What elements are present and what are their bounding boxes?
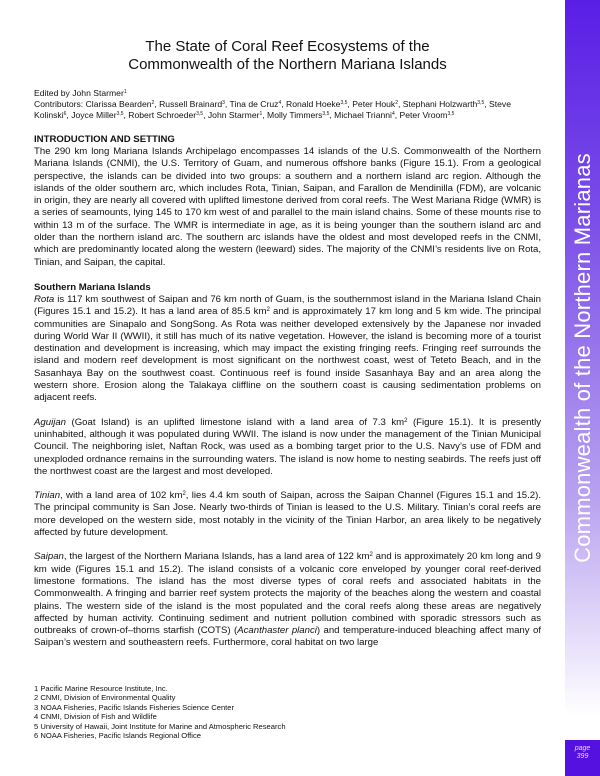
contributor-name: Russell Brainard	[159, 99, 223, 109]
contributor	[400, 110, 455, 120]
contributor-name: Ronald Hoeke	[286, 99, 341, 109]
tinian-text-b: , lies 4.4 km south of Saipan, across the Saipan Channel (Figures 15.1 and 15.2). The principal community is San Jose. Nearly two-thirds of Tinian is leased to the U.S. Military. Tinian’s coral reefs are more developed on the western side, most notably in the vicinity of the Tinian Harbor, an area likely to be negatively affected by future development.	[34, 490, 541, 539]
contributor	[230, 99, 282, 109]
contributor-name: Peter Houk	[352, 99, 396, 109]
contributor	[403, 99, 484, 109]
saipan-text-b: and is approximately 20 km long and 9 km wide (Figures 15.1 and 15.2). The island consists of a volcanic core enveloped by younger coral reef-derived limestone formations. The island has the most diverse types of coral reefs and associated habitats in the Commonwealth. A fringing and barrier reef system protects the majority of the beaches along the western and coastal plains. The western side of the island is the most populated and the coral reefs along these areas are negatively affected by human activity. Continuing sediment and nutrient pollution combined with sporadic stressors such as outbreaks of crown-of–thorns starfish (COTS) (	[34, 551, 541, 637]
saipan-paragraph	[34, 551, 541, 649]
island-name-saipan: Saipan	[34, 551, 64, 563]
island-name-tinian: Tinian	[34, 490, 61, 502]
contributor-affiliation: 4	[278, 100, 282, 106]
page-label: page	[574, 745, 591, 752]
contributor-affiliation: 3,5	[340, 100, 348, 106]
contributor-name: John Starmer	[207, 110, 260, 120]
contributor-affiliation: 3,5	[196, 111, 204, 117]
document-title	[34, 38, 541, 74]
rota-text-a: is 117 km southwest of Saipan and 76 km north of Guam, is the southernmost island in the Mariana Island Chain (Figures 15.1 and 15.2). It has a land area of 85.5 km	[34, 293, 541, 318]
contributor-name: Molly Timmers	[267, 110, 323, 120]
contributor-affiliation: 3,5	[116, 111, 124, 117]
island-name-aguijan: Aguijan	[34, 416, 67, 428]
contributor-affiliation: 1	[259, 111, 263, 117]
rota-text-b: and is approximately 17 km long and 5 km wide. The principal communities are Sinapalo and SongSong. As Rota was neither developed extensively by the Japanese nor invaded during World War II (WWII), it still has much of its native vegetation. However, the island is becoming more of a tourist destination and development is increasing, which may impact the existing fringing reefs. Fringing reef surrounds the island and modern reef development is most significant on the northwest coast, west of Teteto Beach, and in the Sasanhaya Bay on the southwest coast. Continuous reef is found inside Sasanhaya Bay and an area along the western shore. Erosion along the Talakaya cliffline on the southern coast is causing sedimentation problems on adjacent reefs.	[34, 306, 542, 404]
footnote: 6 NOAA Fisheries, Pacific Islands Regional Office	[34, 731, 201, 741]
saipan-text-a: , the largest of the Northern Mariana Islands, has a land area of 122 km	[63, 551, 370, 563]
contributor-affiliation: 4	[391, 111, 395, 117]
tinian-paragraph	[34, 490, 541, 539]
contributor	[128, 110, 203, 120]
footnotes	[34, 684, 286, 740]
tinian-text-a: , with a land area of 102 km	[60, 490, 183, 502]
contributor	[352, 99, 398, 109]
contributor-name: Steve Kolinski	[34, 99, 512, 120]
title-line-1: The State of Coral Reef Ecosystems of the	[145, 38, 430, 55]
tinian-sup: 2	[182, 491, 186, 498]
footnote: 3 NOAA Fisheries, Pacific Islands Fisheries Science Center	[34, 702, 235, 712]
contributor-affiliation: 6	[63, 111, 67, 117]
chapter-title-vertical: Commonwealth of the Northern Marianas	[569, 153, 595, 563]
contributor-affiliation: 3,5	[447, 111, 455, 117]
contributor	[286, 99, 347, 109]
document-body	[34, 0, 541, 650]
aguijan-text-b: (Figure 15.1). It is presently uninhabited, although it was populated during WWII. The island is now under the management of the Tinian Municipal Council. The neighboring islet, Naftan Rock, was used as a bombing target prior to the U.S. Navy’s use of FDM and unexploded ordnance remains in the surrounding waters. The island is now home to nesting seabirds. The reefs just off the northwest coast are the largest and most developed.	[34, 416, 541, 477]
contributor-name: Robert Schroeder	[128, 110, 197, 120]
contributor-name: Clarissa Bearden	[85, 99, 152, 109]
chapter-sidebar	[565, 0, 600, 716]
contributors-label: Contributors:	[34, 99, 84, 109]
contributor-affiliation: 3	[222, 100, 225, 106]
contributor-affiliation: 3,5	[477, 100, 485, 106]
contributor	[86, 99, 155, 109]
contributor	[71, 110, 123, 120]
introduction-paragraph: The 290 km long Mariana Islands Archipelago encompasses 14 islands of the U.S. Commonwealth of the Northern Mariana Islands (CNMI), the U.S. Territory of Guam, and numerous offshore banks (Figure 15.1). From a geological perspective, the islands can be divided into two groups: a southern and a northern island arc region. Although the islands of the older southern arc, which includes Rota, Tinian, Saipan, and Farallon de Mendinilla (FDM), are volcanic in origin, they are nearly all covered with uplifted limestone derived from coral reefs. The West Mariana Ridge (WMR) is a series of seamounts, lying 145 to 170 km west of and parallel to the main island chains. Some of these mounts rise to within 13 m of the surface. The WMR is intermediate in age, as it is being younger than the southern island arc and older than the northern island arc. The southern arc islands have the oldest and most developed reefs in the CNMI, which are predominantly located along the western (leeward) sides. The majority of the CNMI’s residents live on Rota, Tinian, and Saipan, the capital.	[34, 146, 541, 268]
footnote: 2 CNMI, Division of Environmental Quality	[34, 693, 176, 703]
contributors-line: Contributors: Clarissa Bearden$^2$, Russell Brainard$^3$, Tina de Cruz$^4$, Ronald Hoeke$^{3,5}$, Peter Houk$^2$, Stephani Holzwarth$^{3,5}$, Steve Kolinski$^6$, Joyce Miller$^{3,5}$, Robert Schroeder$^{3,5}$, John Starmer$^1$, Molly Timmers$^{3,5}$, Michael Trianni$^4$, Peter Vroom$^{3,5}$	[34, 99, 512, 120]
contributor	[208, 110, 262, 120]
contributor-name: Joyce Miller	[71, 110, 117, 120]
editor-affiliation: 1	[123, 89, 127, 95]
contributor-affiliation: 3,5	[322, 111, 330, 117]
contributor-name: Tina de Cruz	[229, 99, 279, 109]
contributor	[159, 99, 225, 109]
contributor	[267, 110, 329, 120]
page-number: 399	[576, 753, 589, 760]
contributor-name: Stephani Holzwarth	[402, 99, 478, 109]
contributor	[334, 110, 395, 120]
aguijan-sup: 2	[404, 417, 408, 424]
saipan-sup: 2	[369, 552, 373, 559]
footnote: 5 University of Hawaii, Joint Institute for Marine and Atmospheric Research	[34, 721, 286, 731]
species-name: Acanthaster planci	[237, 625, 317, 637]
contributor-name: Peter Vroom	[399, 110, 448, 120]
editor-label: Edited by John Starmer	[34, 88, 124, 98]
island-name-rota: Rota	[34, 293, 55, 305]
title-line-2: Commonwealth of the Northern Mariana Islands	[128, 56, 447, 73]
contributor-affiliation: 2	[395, 100, 398, 106]
rota-sup: 2	[266, 307, 270, 314]
saipan-text-c: ) and temperature-induced bleaching affect many of Saipan’s western and southeastern reefs. Furthermore, coral habitat on two large	[34, 625, 541, 649]
rota-paragraph	[34, 294, 541, 405]
byline	[34, 88, 541, 121]
aguijan-paragraph	[34, 417, 541, 478]
section-heading-southern-islands: Southern Mariana Islands	[34, 281, 151, 293]
section-heading-introduction: INTRODUCTION AND SETTING	[34, 134, 175, 145]
contributor-affiliation: 2	[151, 100, 155, 106]
contributor-name: Michael Trianni	[334, 110, 392, 120]
page-number-box	[565, 740, 600, 776]
footnote: 4 CNMI, Division of Fish and Wildlife	[34, 712, 157, 722]
footnote: 1 Pacific Marine Resource Institute, Inc.	[34, 684, 168, 693]
aguijan-text-a: (Goat Island) is an uplifted limestone island with a land area of 7.3 km	[66, 416, 405, 428]
editor-line	[34, 88, 541, 99]
